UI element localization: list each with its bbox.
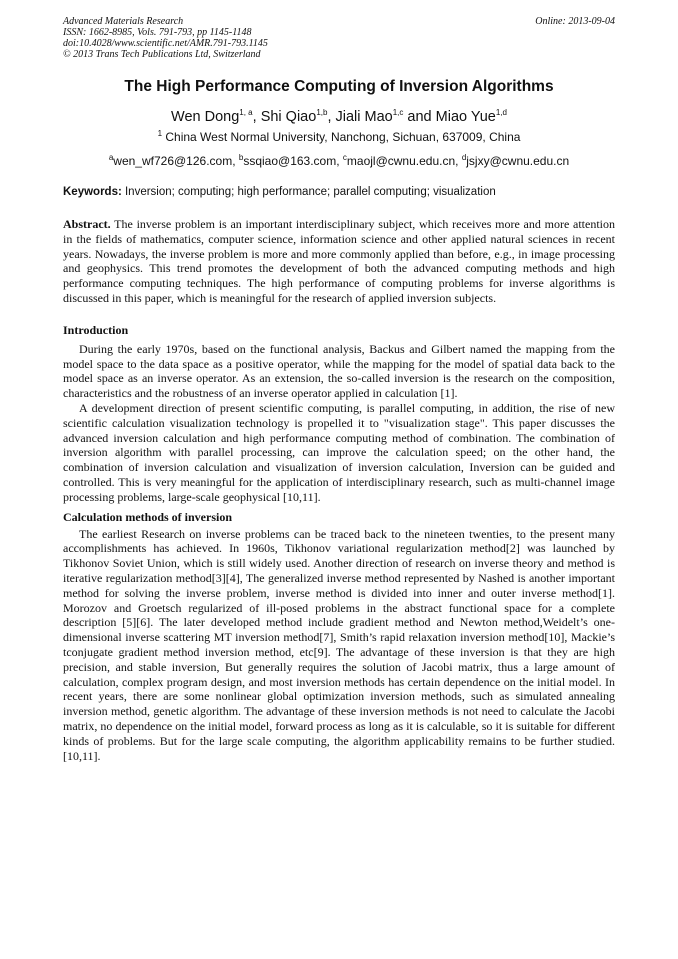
keywords-text: Inversion; computing; high performance; parallel computing; visualization bbox=[121, 186, 496, 198]
author: Wen Dong$^{1, a}$ bbox=[171, 108, 253, 125]
email-list: $^a$wen_wf726@126.com, $^b$ssqiao@163.com, $^c$maojl@cwnu.edu.cn, $^d$jsjxy@cwnu.edu.cn bbox=[108, 153, 570, 168]
author: Jiali Mao$^{1,c}$ bbox=[335, 108, 404, 125]
section-heading-methods: Calculation methods of inversion bbox=[63, 509, 233, 524]
journal-header bbox=[63, 16, 615, 60]
abstract-text: The inverse problem is an important interdisciplinary subject, which receives more and more attention in the fields of mathematics, computer science, information science and other applied natural sciences in recent years. Nowadays, the inverse problem is more and more commonly applied than before, e.g., in image processing and geophysics. This trend promotes the development of both the advanced computing methods and high performance computing techniques. The high performance of computing problems for inverse algorithms is discussed in this paper, which is meaningful for the research of applied inversion subjects. bbox=[63, 217, 615, 305]
email-link[interactable]: $^d$jsjxy@cwnu.edu.cn bbox=[461, 153, 570, 168]
abstract-label: Abstract. bbox=[63, 217, 111, 231]
paper-title: The High Performance Computing of Inversion Algorithms bbox=[124, 78, 554, 95]
online-date: Online: 2013-09-04 bbox=[535, 16, 615, 27]
intro-paragraph-2: A development direction of present scientific computing, is parallel computing, in addition, the rise of new scientific calculation visualization technology is propelled it to "visualization stage". This paper discusses the advanced inversion calculation and high performance computing method of combination. The combination of inversion algorithm with parallel processing, can improve the calculation speed; on the other hand, the combination of inversion calculation and visualization of inversion calculation, Inversion can be guided and controlled. This is very meaningful for the application of interdisciplinary research, such as multi-channel image processing problems, large-scale geophysical [10,11]. bbox=[63, 400, 615, 504]
copyright-line: © 2013 Trans Tech Publications Ltd, Switzerland bbox=[63, 49, 261, 60]
affiliation: $^1$ China West Normal University, Nanchong, Sichuan, 637009, China bbox=[157, 129, 521, 144]
doi-line: doi:10.4028/www.scientific.net/AMR.791-793.1145 bbox=[63, 38, 268, 49]
email-link[interactable]: $^c$maojl@cwnu.edu.cn bbox=[342, 153, 456, 168]
methods-paragraph-1: The earliest Research on inverse problems can be traced back to the nineteen twenties, to the present many accomplishments has achieved. In 1960s, Tikhonov variational regularization method[2] was launched by Tikhonov Soviet Union, which is still widely used. Another direction of research on inverse theory and method is iterative regularization method[3][4], The generalized inverse method represented by Nashed is another important method for solving the inverse problem, inverse method is divided into inner and outer inverse method[1]. Morozov and Groetsch regularized of ill-posed problems in the abstract functional space for a complete description [5][6]. The later developed method include gradient method and Newton method,Weidelt’s one-dimensional inverse scattering MT inversion method[7], Smith’s rapid relaxation inversion method[10], Mackie’s tconjugate gradient method inversion method, etc[9]. The advantage of these inversion is that they are high precision, and stable inversion, But generally requires the solution of Jacobi matrix, thus a large amount of calculation, complex program design, and most inversion methods has certain dependence on the initial model. In recent years, there are some nonlinear global optimization inversion methods, such as simulated annealing inversion method, genetic algorithm. The advantage of these inversion methods is not need to calculate the Jacobi matrix, no dependence on the initial model, forward process as long as it is calculable, so it is suitable for different kinds of problems. But for the large scale computing, the algorithm applicability remains to be further studied. [10,11]. bbox=[63, 526, 615, 763]
author: Shi Qiao$^{1,b}$ bbox=[260, 108, 328, 125]
intro-paragraph-1: During the early 1970s, based on the functional analysis, Backus and Gilbert named the mapping from the model space to the data space as a positive operator, while the mapping for the model of spatial data back to the model space as an inverse operator. As an extension, the so-called inversion is the research on the composition, characteristics and the robustness of an inverse operator applied in calculation [1]. bbox=[63, 341, 615, 401]
keywords bbox=[63, 185, 615, 199]
email-link[interactable]: $^a$wen_wf726@126.com bbox=[108, 153, 233, 168]
author: Miao Yue$^{1,d}$ bbox=[435, 108, 507, 125]
section-heading-introduction: Introduction bbox=[63, 322, 129, 337]
email-link[interactable]: $^b$ssqiao@163.com bbox=[238, 153, 337, 168]
author-list: Wen Dong$^{1, a}$, Shi Qiao$^{1,b}$, Jiali Mao$^{1,c}$ and Miao Yue$^{1,d}$ bbox=[171, 108, 507, 125]
abstract bbox=[63, 217, 615, 306]
issn-line: ISSN: 1662-8985, Vols. 791-793, pp 1145-1148 bbox=[63, 27, 252, 38]
journal-name: Advanced Materials Research bbox=[63, 16, 184, 27]
keywords-label: Keywords: bbox=[63, 186, 122, 198]
